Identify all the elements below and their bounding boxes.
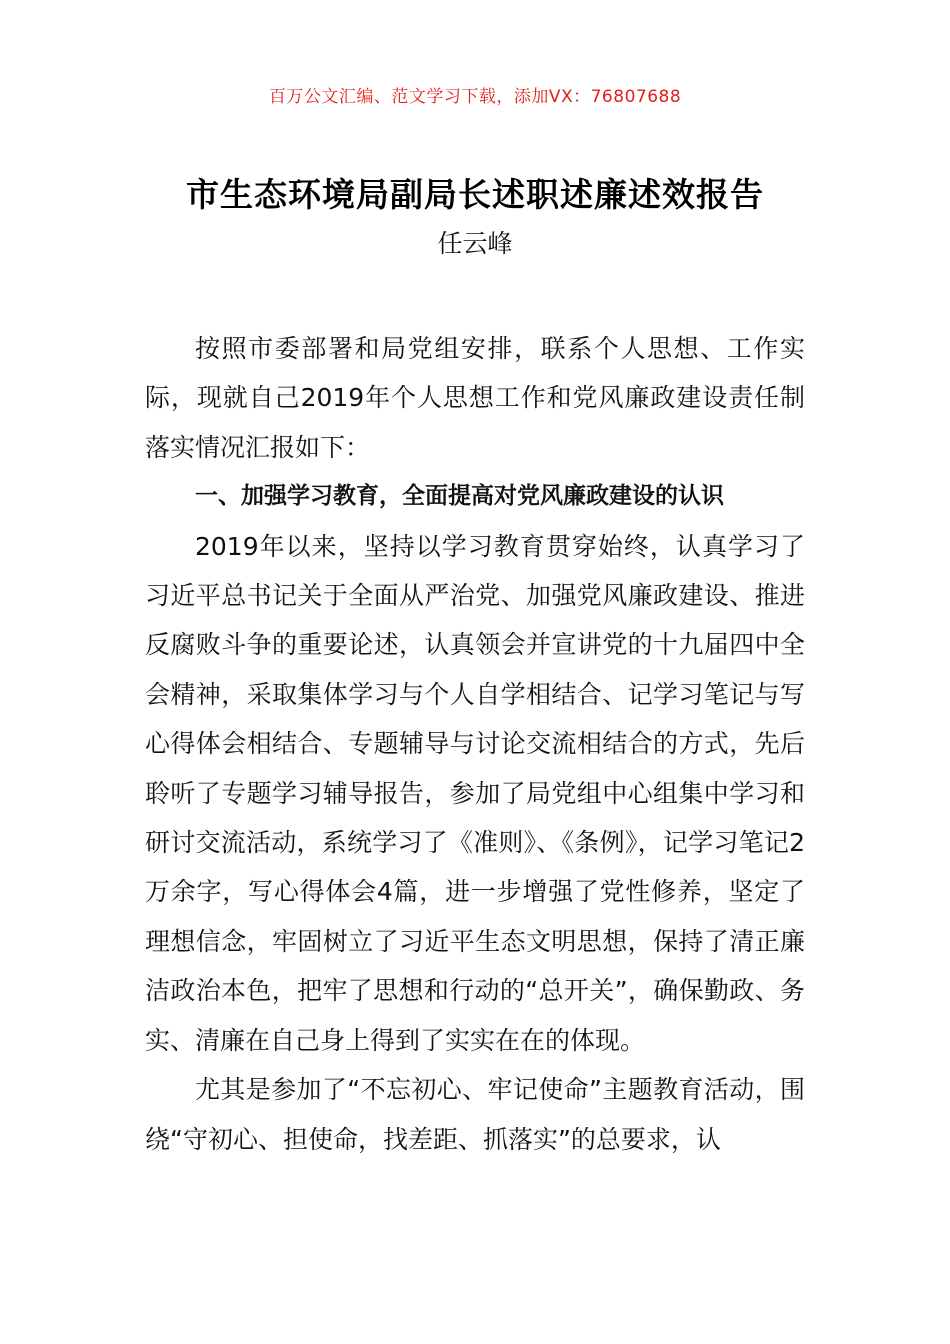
document-title: 市生态环境局副局长述职述廉述效报告 [186,175,764,214]
document-body [145,324,805,1164]
body-paragraph: 2019年以来，坚持以学习教育贯穿始终，认真学习了习近平总书记关于全面从严治党、加强党风廉政建设、推进反腐败斗争的重要论述，认真领会并宣讲党的十九届四中全会精神，采取集体学习与个人自学相结合、记学习笔记与写心得体会相结合、专题辅导与讨论交流相结合的方式，先后聆听了专题学习辅导报告，参加了局党组中心组集中学习和研讨交流活动，系统学习了《准则》、《条例》，记学习笔记2万余字，写心得体会4篇，进一步增强了党性修养，坚定了理想信念，牢固树立了习近平生态文明思想，保持了清正廉洁政治本色，把牢了思想和行动的“总开关”，确保勤政、务实、清廉在自己身上得到了实实在在的体现。 [145,531,805,1055]
intro-paragraph: 按照市委部署和局党组安排，联系个人思想、工作实际，现就自己2019年个人思想工作和党风廉政建设责任制落实情况汇报如下： [145,334,805,462]
section-heading: 一、加强学习教育，全面提高对党风廉政建设的认识 [195,483,724,510]
body-paragraph: 尤其是参加了“不忘初心、牢记使命”主题教育活动，围绕“守初心、担使命，找差距、抓落实”的总要求，认 [145,1075,805,1154]
promo-banner: 百万公文汇编、范文学习下载，添加VX：76807688 [268,87,682,107]
document-author: 任云峰 [437,229,513,258]
